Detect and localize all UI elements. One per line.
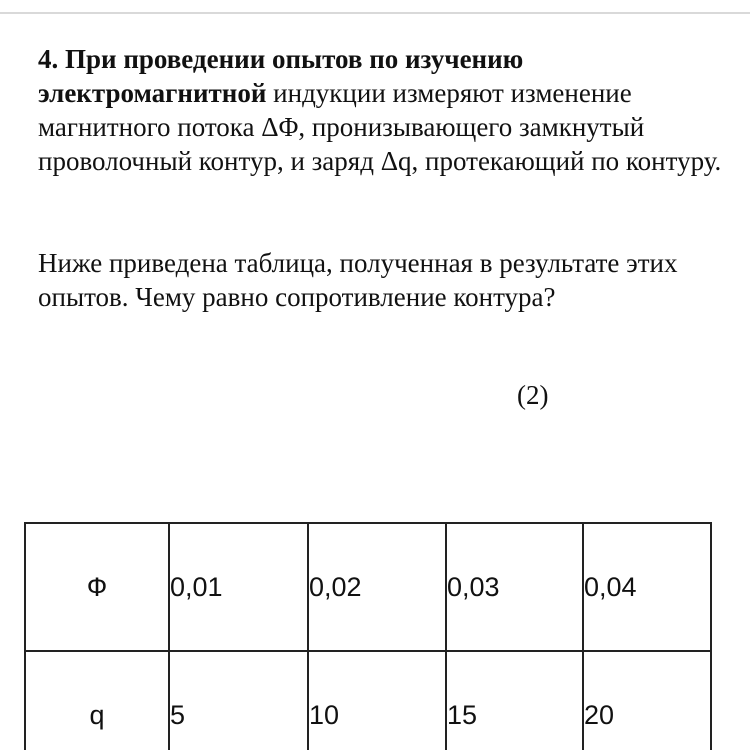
table-cell: 10 (308, 651, 446, 750)
table-cell: 0,02 (308, 523, 446, 651)
table-row-charge (25, 651, 711, 750)
task-body-text: индукции измеряют изменение магнитного потока ΔΦ, пронизывающего замкнутый проволочный контур, и заряд Δq, протекающий по контуру. (38, 78, 722, 176)
task-number-heading: 4. При проведении опытов по изучению электромагнитной (38, 44, 524, 108)
top-divider (0, 12, 750, 14)
data-table (24, 522, 712, 750)
question-text: Ниже приведена таблица, полученная в результате этих опытов. Чему равно сопротивление контура? (38, 248, 678, 312)
table-cell: 0,01 (169, 523, 308, 651)
table-cell: 0,04 (583, 523, 711, 651)
table-cell: 5 (169, 651, 308, 750)
table-cell: 0,03 (446, 523, 583, 651)
table-row-flux (25, 523, 711, 651)
table-cell: 20 (583, 651, 711, 750)
table-cell: 15 (446, 651, 583, 750)
row-header-charge: q (25, 651, 169, 750)
task-statement (38, 42, 728, 178)
row-header-flux: Ф (25, 523, 169, 651)
points-label: (2) (517, 380, 549, 410)
